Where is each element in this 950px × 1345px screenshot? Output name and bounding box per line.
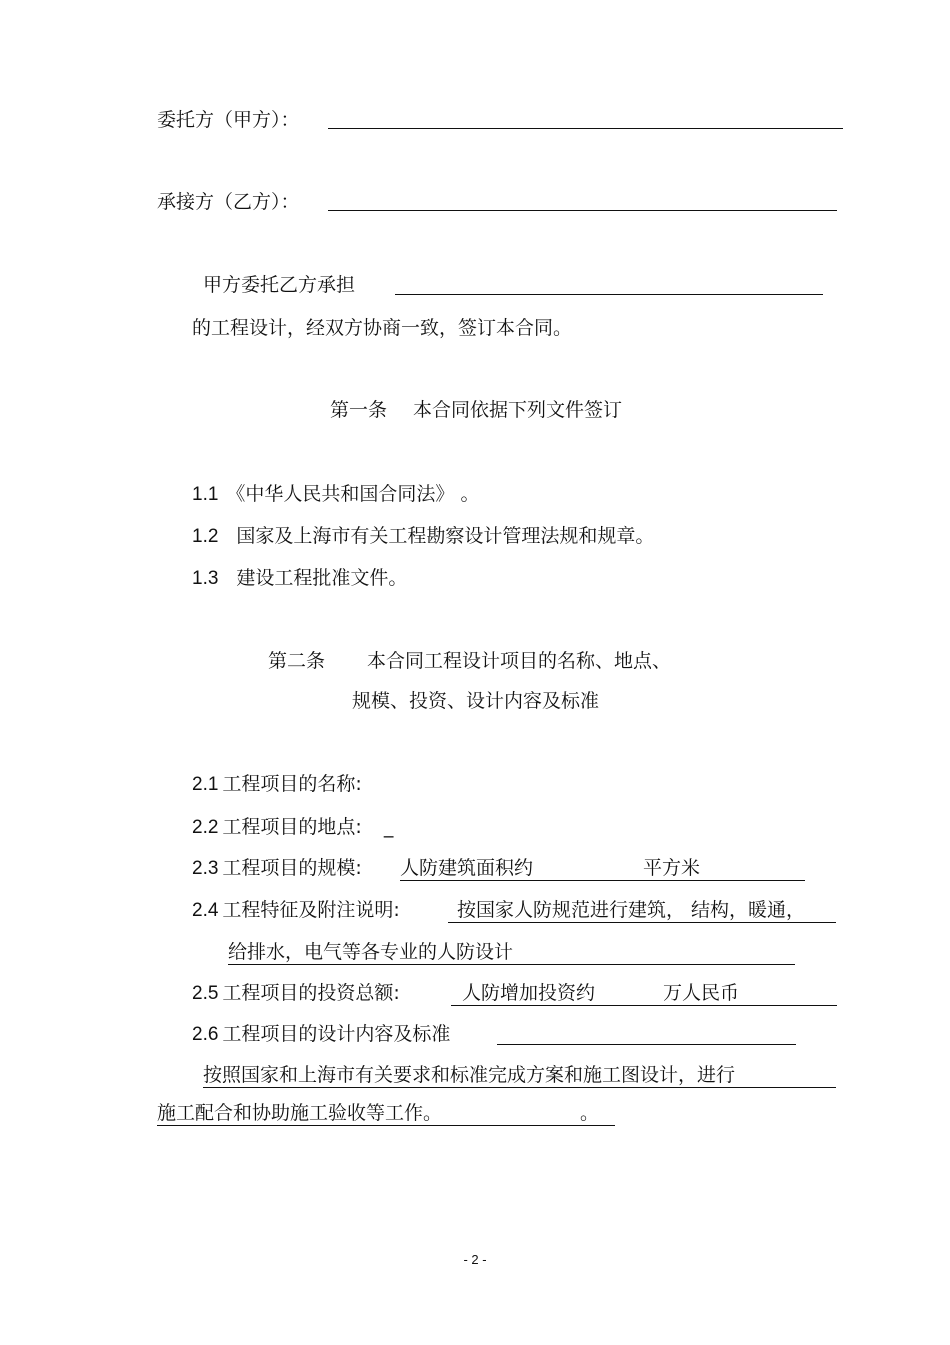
item-2-4 (192, 898, 400, 923)
item-label: 工程项目的投资总额: (222, 982, 400, 1004)
party-b-label: 承接方（乙方）： (157, 191, 300, 213)
item-2-3 (192, 856, 362, 881)
item-2-1 (192, 772, 362, 797)
party-b-blank[interactable] (328, 210, 837, 211)
features-value: 给排水，电气等各专业的人防设计 (228, 941, 795, 965)
article-2-heading-1: 本合同工程设计项目的名称、地点、 (367, 650, 672, 672)
item-number: 2.1 (192, 774, 219, 795)
article-2-title-line-1 (268, 649, 671, 673)
item-number: 1.3 (192, 568, 219, 589)
item-label: 工程项目的地点: (222, 816, 362, 838)
design-text-line-1[interactable] (203, 1063, 836, 1088)
item-number: 2.3 (192, 858, 219, 879)
features-value: 按国家人防规范进行建筑， 结构，暖通， (448, 899, 836, 923)
item-label: 工程项目的规模: (222, 857, 362, 879)
article-1-number: 第一条 (330, 399, 388, 421)
intro-line-1: 甲方委托乙方承担 (203, 274, 356, 296)
item-number: 1.2 (192, 526, 219, 547)
article-1-item (192, 482, 479, 507)
item-number: 2.2 (192, 817, 219, 838)
location-value[interactable]: _ (383, 816, 394, 838)
item-number: 2.6 (192, 1024, 219, 1045)
item-2-6 (192, 1022, 450, 1047)
article-2-title-line-2: 规模、投资、设计内容及标准 (352, 690, 600, 712)
features-value-line-2[interactable] (228, 940, 795, 965)
investment-value-field[interactable] (451, 981, 837, 1006)
party-a-blank[interactable] (328, 128, 843, 129)
article-1-heading: 本合同依据下列文件签订 (413, 399, 623, 421)
investment-value: 人防增加投资约 万人民币 (451, 982, 837, 1006)
article-1-item (192, 524, 654, 549)
design-text: 按照国家和上海市有关要求和标准完成方案和施工图设计，进行 (203, 1064, 836, 1088)
party-a-label: 委托方（甲方）： (157, 109, 300, 131)
intro-line-2: 的工程设计，经双方协商一致，签订本合同。 (192, 317, 573, 339)
item-text: 国家及上海市有关工程勘察设计管理法规和规章。 (236, 525, 655, 547)
features-value-line-1[interactable] (448, 898, 836, 923)
design-blank[interactable] (497, 1044, 796, 1045)
item-text: 《中华人民共和国合同法》 。 (226, 483, 480, 505)
item-2-2 (192, 815, 393, 840)
item-text: 建设工程批准文件。 (236, 567, 408, 589)
project-blank[interactable] (395, 294, 823, 295)
article-1-title (330, 398, 622, 422)
scale-value-field[interactable] (400, 856, 805, 881)
article-1-item (192, 566, 407, 591)
article-2-number: 第二条 (268, 650, 326, 672)
item-number: 1.1 (192, 484, 219, 505)
item-2-5 (192, 981, 400, 1006)
item-label: 工程项目的设计内容及标准 (222, 1023, 451, 1045)
scale-value: 人防建筑面积约 平方米 (400, 857, 805, 881)
design-text: 施工配合和协助施工验收等工作。 。 (157, 1102, 615, 1126)
item-label: 工程项目的名称: (222, 773, 362, 795)
item-number: 2.5 (192, 983, 219, 1004)
item-label: 工程特征及附注说明: (222, 899, 400, 921)
design-text-line-2[interactable] (157, 1101, 615, 1126)
item-number: 2.4 (192, 900, 219, 921)
page-number: - 2 - (463, 1252, 487, 1267)
